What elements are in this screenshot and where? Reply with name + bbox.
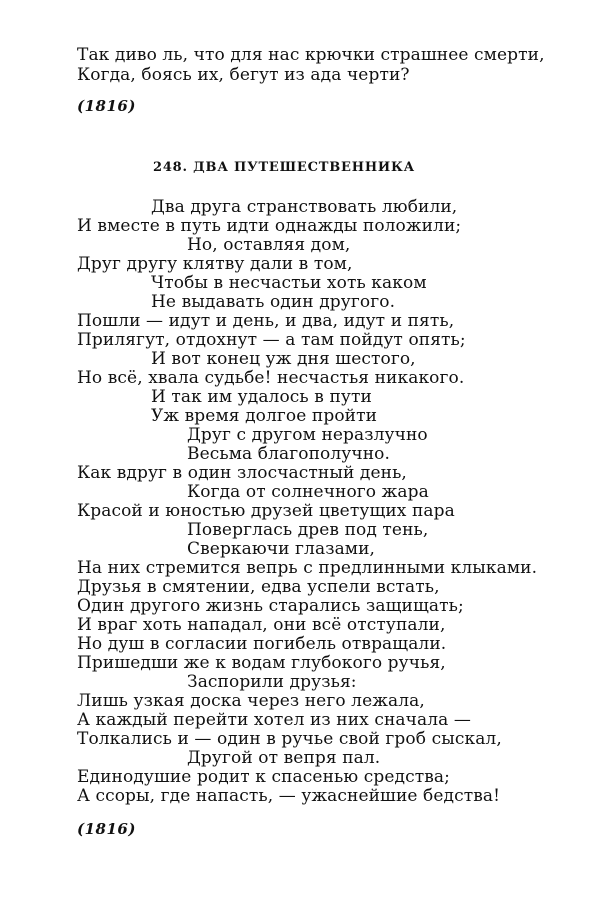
poem-line: Уж время долгое пройти — [151, 406, 378, 426]
poem-line: Единодушие родит к спасенью средства; — [77, 767, 450, 787]
prev-poem-line-1: Так диво ль, что для нас крючки страшнее смерти, — [77, 45, 545, 65]
poem-line: Не выдавать один другого. — [151, 292, 396, 312]
poem-line: Как вдруг в один злосчастный день, — [77, 463, 407, 483]
poem-line: Прилягут, отдохнут — а там пойдут опять; — [77, 330, 466, 350]
prev-poem-date: (1816) — [77, 97, 136, 115]
prev-poem-line-2: Когда, боясь их, бегут из ада черти? — [77, 65, 410, 85]
poem-line: Один другого жизнь старались защищать; — [77, 596, 464, 616]
poem-line: Другой от вепря пал. — [187, 748, 381, 768]
poem-line: Лишь узкая доска через него лежала, — [77, 691, 425, 711]
poem-line: Толкались и — один в ручье свой гроб сыскал, — [77, 729, 502, 749]
poem-line: Но, оставляя дом, — [187, 235, 351, 255]
poem-line: И враг хоть нападал, они всё отступали, — [77, 615, 446, 635]
poem-line: Друзья в смятении, едва успели встать, — [77, 577, 440, 597]
poem-line: Друг с другом неразлучно — [187, 425, 428, 445]
poem-line: И так им удалось в пути — [151, 387, 372, 407]
poem-date: (1816) — [77, 820, 136, 838]
poem-line: Пришедши же к водам глубокого ручья, — [77, 653, 446, 673]
poem-line: И вот конец уж дня шестого, — [151, 349, 416, 369]
poem-title: 248. ДВА ПУТЕШЕСТВЕННИКА — [152, 160, 416, 175]
poem-line: Сверкаючи глазами, — [187, 539, 376, 559]
poem-line: Чтобы в несчастьи хоть каком — [151, 273, 427, 293]
poem-line: А каждый перейти хотел из них сначала — — [77, 710, 471, 730]
poem-line: Друг другу клятву дали в том, — [77, 254, 353, 274]
poem-line: Поверглась древ под тень, — [187, 520, 429, 540]
poem-line: Весьма благополучно. — [187, 444, 390, 464]
poem-line: Два друга странствовать любили, — [151, 197, 458, 217]
poem-line: На них стремится вепрь с предлинными клыками. — [77, 558, 538, 578]
poem-line: Когда от солнечного жара — [187, 482, 429, 502]
poem-line: Красой и юностью друзей цветущих пара — [77, 501, 455, 521]
poem-line: И вместе в путь идти однажды положили; — [77, 216, 462, 236]
poem-line: Но всё, хвала судьбе! несчастья никакого. — [77, 368, 465, 388]
poem-line: А ссоры, где напасть, — ужаснейшие бедства! — [77, 786, 501, 806]
poem-line: Заспорили друзья: — [187, 672, 357, 692]
poem-line: Пошли — идут и день, и два, идут и пять, — [77, 311, 455, 331]
poem-line: Но душ в согласии погибель отвращали. — [77, 634, 447, 654]
